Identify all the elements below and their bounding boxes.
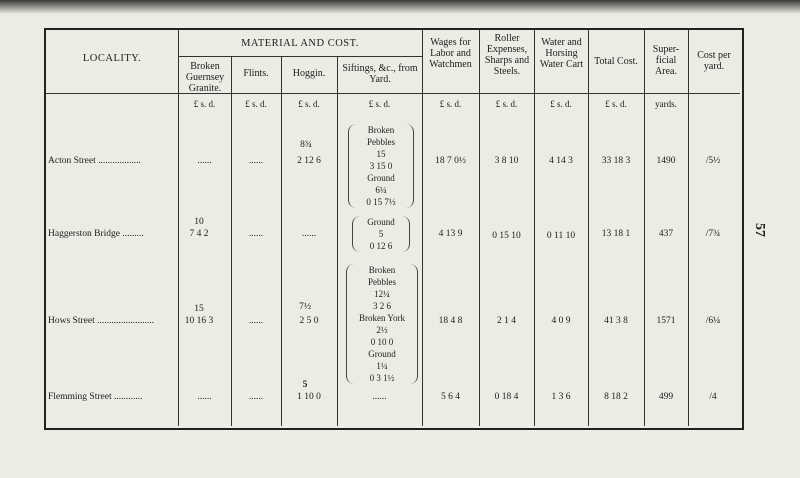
cell-water: 0 11 10 bbox=[546, 231, 576, 241]
cell-cost-per-yard: /7¾ bbox=[705, 229, 721, 239]
cell-cost-per-yard: /6¼ bbox=[705, 316, 721, 326]
water-header: Water and Horsing Water Cart bbox=[539, 37, 584, 70]
grid-line bbox=[479, 29, 480, 426]
sifting-line: Broken bbox=[367, 125, 395, 135]
locality-hows-street: Hows Street ........................ bbox=[48, 316, 155, 326]
cell-wages: 4 13 9 bbox=[438, 229, 463, 239]
cell-hoggin: 2 5 0 bbox=[299, 316, 319, 326]
sifting-line: 2½ bbox=[376, 325, 388, 335]
cell-wages: 18 4 8 bbox=[438, 316, 463, 326]
unit-siftings: £ s. d. bbox=[368, 99, 391, 109]
cell-roller: 2 1 4 bbox=[497, 316, 516, 326]
cell-area: 499 bbox=[658, 392, 674, 402]
cell-granite: 10 16 3 bbox=[184, 316, 214, 326]
cell-granite: ...... bbox=[197, 392, 212, 402]
cell-flints: ...... bbox=[248, 392, 264, 402]
cell-cost-per-yard: /5½ bbox=[705, 156, 721, 166]
total-header: Total Cost. bbox=[594, 56, 638, 67]
cell-granite-fraction: 15 bbox=[194, 304, 204, 314]
grid-line bbox=[534, 29, 535, 426]
sifting-line: Pebbles bbox=[367, 137, 395, 147]
sifting-line: 0 12 6 bbox=[369, 241, 393, 251]
broken-granite-header: Broken Guernsey Granite. bbox=[185, 61, 225, 94]
material-cost-header: MATERIAL AND COST. bbox=[241, 38, 359, 49]
cell-granite: 7 4 2 bbox=[189, 229, 209, 239]
sifting-line: Broken bbox=[368, 265, 396, 275]
locality-haggerston-bridge: Haggerston Bridge ......... bbox=[48, 229, 144, 239]
grid-line bbox=[688, 29, 689, 426]
wages-header: Wages for Labor and Watchmen bbox=[429, 37, 472, 70]
grid-line bbox=[337, 56, 338, 426]
cell-total: 13 18 1 bbox=[601, 229, 631, 239]
hoggin-header: Hoggin. bbox=[292, 68, 326, 79]
unit-roller: £ s. d. bbox=[495, 99, 518, 109]
cell-wages: 18 7 0½ bbox=[435, 156, 466, 166]
cell-flints: ...... bbox=[248, 229, 264, 239]
roller-header: Roller Expenses, Sharps and Steels. bbox=[484, 33, 530, 77]
siftings-header: Siftings, &c., from Yard. bbox=[342, 63, 418, 85]
cell-total: 33 18 3 bbox=[601, 156, 631, 166]
cell-total: 41 3 8 bbox=[604, 316, 628, 326]
flints-header: Flints. bbox=[243, 68, 269, 79]
sifting-line: 1¼ bbox=[376, 361, 388, 371]
cell-area: 1571 bbox=[656, 316, 676, 326]
cell-hoggin-fraction: 8¾ bbox=[300, 140, 312, 150]
sifting-line: Ground bbox=[367, 173, 395, 183]
cell-hoggin: ...... bbox=[301, 229, 317, 239]
scan-edge bbox=[0, 0, 800, 14]
sifting-line: 0 15 7½ bbox=[366, 197, 396, 207]
sifting-line: 3 15 0 bbox=[369, 161, 393, 171]
sifting-line: 12¼ bbox=[374, 289, 390, 299]
cell-cost-per-yard: /4 bbox=[709, 392, 717, 402]
cell-roller: 3 8 10 bbox=[494, 156, 519, 166]
cell-area: 1490 bbox=[656, 156, 676, 166]
cell-water: 4 0 9 bbox=[551, 316, 571, 326]
sifting-line: 0 3 1½ bbox=[369, 373, 395, 383]
cell-wages: 5 6 4 bbox=[441, 392, 460, 402]
siftings-list bbox=[346, 264, 418, 384]
sifting-line: 3 2 6 bbox=[373, 301, 391, 311]
unit-area: yards. bbox=[655, 99, 677, 109]
sifting-line: 0 10 0 bbox=[370, 337, 394, 347]
cell-flints: ...... bbox=[248, 156, 264, 166]
unit-granite: £ s. d. bbox=[193, 99, 216, 109]
cell-roller: 0 18 4 bbox=[494, 392, 519, 402]
cell-hoggin-fraction: 5 bbox=[302, 380, 308, 390]
sifting-line: Ground bbox=[368, 349, 396, 359]
siftings-list bbox=[352, 216, 410, 252]
unit-total: £ s. d. bbox=[605, 99, 627, 109]
cell-granite: ...... bbox=[197, 156, 212, 166]
cost-per-yard-header: Cost per yard. bbox=[697, 50, 731, 72]
cell-siftings: ...... bbox=[372, 392, 387, 402]
sifting-line: Ground bbox=[367, 217, 395, 227]
cell-area: 437 bbox=[658, 229, 674, 239]
locality-acton-street: Acton Street .................. bbox=[48, 156, 141, 166]
grid-line bbox=[46, 93, 740, 94]
unit-wages: £ s. d. bbox=[439, 99, 462, 109]
page-number: 57 bbox=[752, 223, 767, 237]
sifting-line: Pebbles bbox=[368, 277, 396, 287]
unit-water: £ s. d. bbox=[550, 99, 572, 109]
cell-water: 4 14 3 bbox=[549, 156, 573, 166]
area-header: Super-ficial Area. bbox=[652, 44, 680, 77]
siftings-list bbox=[348, 124, 414, 208]
sifting-line: 15 bbox=[376, 149, 386, 159]
cell-granite-fraction: 10 bbox=[194, 217, 204, 227]
cell-roller: 0 15 10 bbox=[492, 231, 521, 241]
cell-water: 1 3 6 bbox=[551, 392, 571, 402]
sifting-line: Broken York bbox=[358, 313, 405, 323]
locality-flemming-street: Flemming Street ............ bbox=[48, 392, 143, 402]
grid-line bbox=[231, 56, 232, 426]
cell-total: 8 18 2 bbox=[604, 392, 628, 402]
cell-hoggin: 1 10 0 bbox=[297, 392, 321, 402]
cell-hoggin: 2 12 6 bbox=[297, 156, 321, 166]
grid-line bbox=[281, 56, 282, 426]
grid-line bbox=[588, 29, 589, 426]
grid-line bbox=[178, 29, 179, 426]
cell-flints: ...... bbox=[248, 316, 264, 326]
locality-header: LOCALITY. bbox=[82, 53, 142, 64]
unit-flints: £ s. d. bbox=[245, 99, 267, 109]
cell-hoggin-fraction: 7½ bbox=[299, 302, 311, 312]
grid-line bbox=[644, 29, 645, 426]
grid-line bbox=[422, 29, 423, 426]
grid-line bbox=[178, 56, 422, 57]
sifting-line: 6¼ bbox=[375, 185, 387, 195]
sifting-line: 5 bbox=[378, 229, 384, 239]
unit-hoggin: £ s. d. bbox=[298, 99, 320, 109]
